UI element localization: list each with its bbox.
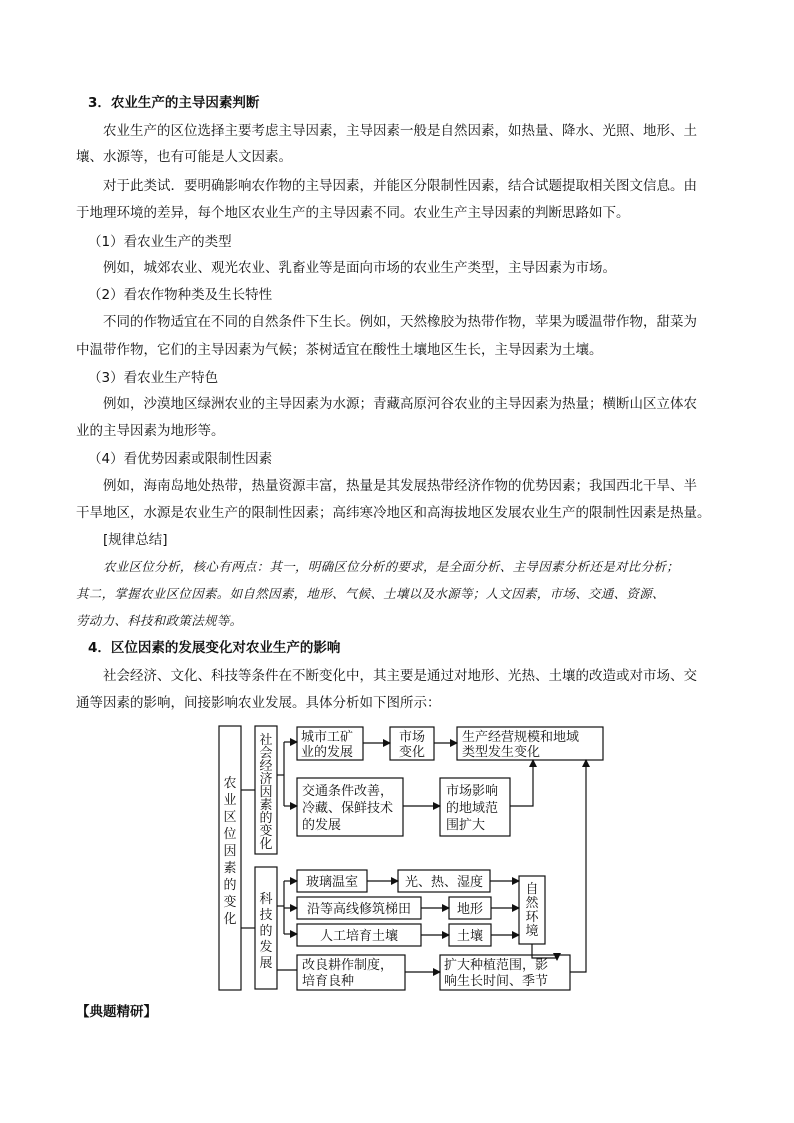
social-label-char: 经 xyxy=(259,759,273,774)
nature-label-char: 自 xyxy=(525,882,539,897)
rule-summary-line: 劳动力、科技和政策法规等。 xyxy=(76,613,243,628)
root-label-char: 素 xyxy=(223,861,237,876)
subsection-title: （3）看农业生产特色 xyxy=(88,370,219,386)
tech-label-char: 科 xyxy=(259,892,273,907)
paragraph-line: 业的主导因素为地形等。 xyxy=(76,423,225,439)
greenhouse-text: 玻璃温室 xyxy=(305,875,359,890)
market-range-text: 围扩大 xyxy=(446,818,486,833)
nature-label-char: 环 xyxy=(525,910,539,925)
social-label xyxy=(259,732,272,852)
section-4-heading: 4．区位因素的发展变化对农业生产的影响 xyxy=(88,640,341,656)
rule-summary-line: 农业区位分析，核心有两点：其一，明确区位分析的要求，是全面分析、主导因素分析还是对比分析； xyxy=(103,559,680,574)
paragraph-line: 中温带作物，它们的主导因素为气候；茶树适宜在酸性土壤地区生长，主导因素为土壤。 xyxy=(76,342,603,358)
social-label-char: 因 xyxy=(259,785,273,800)
social-label-char: 变 xyxy=(259,824,273,839)
rule-summary-title: [规律总结] xyxy=(103,532,168,548)
soil-text: 土壤 xyxy=(456,929,484,944)
transport-text: 交通条件改善， xyxy=(302,784,394,799)
root-label-char: 变 xyxy=(223,895,237,910)
paragraph-line: 干旱地区，水源是农业生产的限制性因素；高纬寒冷地区和高海拔地区发展农业生产的限制性因素是热量。 xyxy=(76,505,711,521)
nature-label xyxy=(525,882,539,939)
paragraph-line: 于地理环境的差异，每个地区农业生产的主导因素不同。农业生产主导因素的判断思路如下。 xyxy=(76,205,630,221)
artificial-soil-text: 人工培育土壤 xyxy=(319,929,399,944)
root-label-char: 业 xyxy=(223,793,237,808)
tech-label-char: 技 xyxy=(259,908,273,923)
root-label-char: 区 xyxy=(223,810,237,825)
nature-label-char: 境 xyxy=(525,924,539,939)
terrace-text: 沿等高线修筑梯田 xyxy=(306,902,412,917)
paragraph-line: 壤、水源等，也有可能是人文因素。 xyxy=(76,149,292,165)
market-range-text: 市场影响 xyxy=(446,784,499,799)
tech-label-char: 的 xyxy=(259,924,273,939)
farming-improvement-text: 培育良种 xyxy=(302,974,355,989)
paragraph-line: 通等因素的影响，间接影响农业发展。具体分析如下图所示： xyxy=(76,695,441,711)
section-3-heading: 3．农业生产的主导因素判断 xyxy=(88,95,260,111)
social-label-char: 的 xyxy=(259,811,273,826)
paragraph-line: 社会经济、文化、科技等条件在不断变化中，其主要是通过对地形、光热、土壤的改造或对市场、交 xyxy=(103,668,697,684)
social-label-char: 素 xyxy=(259,798,273,813)
nature-label-char: 然 xyxy=(525,896,539,911)
root-label-char: 因 xyxy=(223,844,237,859)
social-label-char: 会 xyxy=(259,746,273,761)
paragraph-line: 不同的作物适宜在不同的自然条件下生长。例如，天然橡胶为热带作物，苹果为暖温带作物，甜菜为 xyxy=(103,314,697,330)
paragraph-line: 对于此类试．要明确影响农作物的主导因素，并能区分限制性因素，结合试题提取相关图文信息。由 xyxy=(103,178,697,194)
tech-label xyxy=(259,891,272,971)
planting-expansion-text: 扩大种植范围，影 xyxy=(444,958,549,973)
root-label-char: 化 xyxy=(223,912,237,927)
root-label-char: 的 xyxy=(223,878,237,893)
planting-expansion-text: 响生长时间、季节 xyxy=(444,974,549,989)
city-industry-text: 业的发展 xyxy=(301,745,354,760)
transport-text: 的发展 xyxy=(302,818,342,833)
paragraph-line: 例如，海南岛地处热带，热量资源丰富，热量是其发展热带经济作物的优势因素；我国西北干旱、半 xyxy=(103,478,697,494)
subsection-title: （1）看农业生产的类型 xyxy=(88,234,232,250)
social-label-char: 济 xyxy=(259,772,273,787)
social-label-char: 化 xyxy=(259,837,273,852)
light-heat-text: 光、热、湿度 xyxy=(404,875,484,890)
paragraph-line: 农业生产的区位选择主要考虑主导因素，主导因素一般是自然因素，如热量、降水、光照、地形、土 xyxy=(103,123,697,139)
rule-summary-line: 其二，掌握农业区位因素。如自然因素，地形、气候、土壤以及水源等；人文因素，市场、交通、资源、 xyxy=(76,586,665,601)
tech-label-char: 展 xyxy=(259,956,273,971)
terrain-text: 地形 xyxy=(456,902,484,917)
social-label-char: 社 xyxy=(259,733,273,748)
root-label-char: 农 xyxy=(223,776,237,791)
transport-text: 冷藏、保鲜技术 xyxy=(302,801,394,816)
tech-label-char: 发 xyxy=(259,940,273,955)
root-label-char: 位 xyxy=(223,827,237,842)
subsection-title: （4）看优势因素或限制性因素 xyxy=(88,451,273,467)
root-label xyxy=(223,776,236,927)
market-change-text: 变化 xyxy=(398,745,426,760)
market-change-text: 市场 xyxy=(398,730,426,745)
farming-improvement-text: 改良耕作制度， xyxy=(302,958,394,973)
subsection-title: （2）看农作物种类及生长特性 xyxy=(88,287,273,303)
paragraph-line: 例如，城郊农业、观光农业、乳畜业等是面向市场的农业生产类型，主导因素为市场。 xyxy=(103,260,616,276)
city-industry-text: 城市工矿 xyxy=(301,730,354,745)
scale-change-text: 类型发生变化 xyxy=(462,745,541,760)
market-range-text: 的地域范 xyxy=(446,801,499,816)
scale-change-text: 生产经营规模和地域 xyxy=(462,730,580,745)
example-section-label: 【典题精研】 xyxy=(76,1004,157,1020)
paragraph-line: 例如，沙漠地区绿洲农业的主导因素为水源；青藏高原河谷农业的主导因素为热量；横断山区立体农 xyxy=(103,396,697,412)
